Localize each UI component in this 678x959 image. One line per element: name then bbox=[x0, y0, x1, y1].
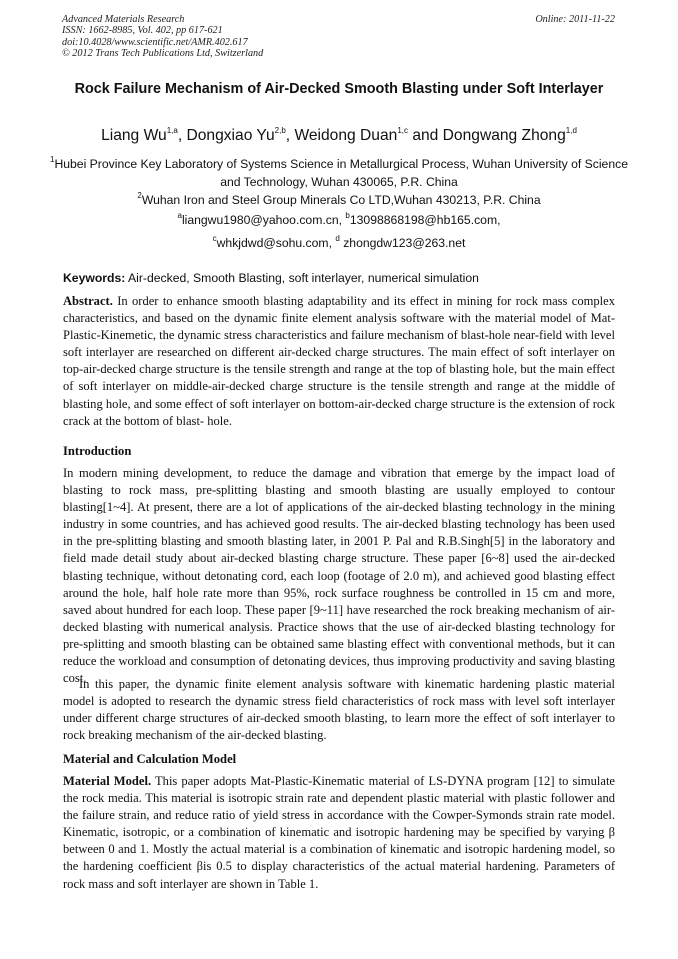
author-separator: and bbox=[407, 127, 443, 144]
author-sup: 1,d bbox=[565, 125, 577, 135]
author-separator: , bbox=[285, 127, 295, 144]
email-sup: b bbox=[345, 210, 350, 220]
affiliation-text: Hubei Province Key Laboratory of Systems Science in Metallurgical Process, Wuhan University of Science and Technology, Wuhan 430065, P.R. China bbox=[54, 157, 628, 189]
email-address[interactable]: zhongdw123@263.net bbox=[343, 236, 466, 250]
journal-doi: doi:10.4028/www.scientific.net/AMR.402.617 bbox=[62, 36, 248, 48]
author-separator: , bbox=[177, 127, 187, 144]
author-list bbox=[40, 126, 638, 146]
journal-header bbox=[62, 14, 263, 60]
email-address[interactable]: 13098868198@hb165.com bbox=[349, 213, 498, 227]
material-model-paragraph bbox=[63, 773, 615, 893]
author-name: Dongwang Zhong bbox=[442, 127, 566, 144]
email-sup: a bbox=[177, 210, 182, 220]
abstract bbox=[63, 293, 615, 430]
author-name: Weidong Duan bbox=[294, 127, 398, 144]
email-line-2: $^c$whkjdwd@sohu.com, $^d$ zhongdw123@263.net bbox=[212, 233, 466, 250]
journal-issn: ISSN: 1662-8985, Vol. 402, pp 617-621 bbox=[62, 25, 223, 37]
keywords-label: Keywords: bbox=[63, 271, 126, 285]
author-name: Dongxiao Yu bbox=[186, 127, 275, 144]
introduction-paragraph-2: In this paper, the dynamic finite element analysis software with kinematic hardening plastic material model is adopted to research the dynamic stress field characteristics of rock mass with level soft interlayer under different charge structures of air-decked smooth blasting, to learn more the effect of soft interlayer to rock breaking mechanism of the air-decked blasting. bbox=[63, 677, 615, 743]
keywords-text: Air-decked, Smooth Blasting, soft interlayer, numerical simulation bbox=[128, 271, 479, 285]
email-sup: d bbox=[335, 233, 340, 243]
affiliation-text: Wuhan Iron and Steel Group Minerals Co LTD,Wuhan 430213, P.R. China bbox=[141, 193, 541, 207]
author-sup: 1,c bbox=[397, 125, 408, 135]
abstract-label: Abstract. bbox=[63, 294, 113, 308]
online-date: Online: 2011-11-22 bbox=[535, 14, 615, 25]
keywords bbox=[63, 270, 615, 287]
affiliation-2 bbox=[50, 192, 628, 210]
affiliation-sup: 2 bbox=[137, 190, 142, 200]
journal-copyright: © 2012 Trans Tech Publications Ltd, Switzerland bbox=[62, 48, 264, 60]
journal-name: Advanced Materials Research bbox=[62, 14, 185, 25]
email-address[interactable]: liangwu1980@yahoo.com.cn bbox=[181, 213, 339, 227]
author-name: Liang Wu bbox=[101, 127, 167, 144]
affiliation-1 bbox=[50, 156, 628, 191]
affiliation-sup: 1 bbox=[50, 154, 55, 164]
section-heading-material: Material and Calculation Model bbox=[63, 752, 237, 766]
email-sup: c bbox=[212, 233, 217, 243]
material-model-label: Material Model. bbox=[63, 774, 152, 788]
abstract-text: In order to enhance smooth blasting adaptability and its effect in mining for rock mass complex characteristics, and based on the dynamic finite element analysis software with the material model of Mat-Plastic-Kinemetic, the dynamic stress characteristics and failure mechanism of blast-hole near-field with level soft interlayer are researched on different air-decked charge structures. The main effect of soft interlayer on top-air-decked charge structure is the tensile strength and range at the top of blasting hole, but the main effect of soft interlayer on middle-air-decked charge structure is the tensile strength and range at the middle of blasting hole, and some effect of soft interlayer on bottom-air-decked charge structure is the extension of rock crack at the bottom of blast- hole. bbox=[63, 294, 615, 428]
introduction-paragraph-1: In modern mining development, to reduce the damage and vibration that emerge by the impact load of blasting to rock mass, pre-splitting blasting and smooth blasting are usually employed to contour blasting[1~4]. At present, there are a lot of applications of the air-decked blasting technology in the mining industry in some countries, and has achieved good results. The air-decked blasting technology has been used in the pre-splitting blasting and smooth blasting later, in 2001 P. Pal and R.B.Singh[5] in the laboratory and field made detail study about air-decked blasting charge structure. These paper [6~8] used the air-decked blasting technique, without detonating cord, each loop (footage of 2.0 m), and achieved good blasting effect around the hole, half hole rate more than 95%, rock surface roughness be controlled in 15 cm and more, saved about hundred for each loop. These paper [9~11] have researched the rock breaking mechanism of air-decked blasting with numerical analysis. Practice shows that the use of air-decked blasting technology for pre-splitting and smooth blasting can be obtained same blasting effect with conventional methods, but it can reduce the workload and consumption of detonating devices, thus improving productivity and saving blasting cost. bbox=[63, 466, 615, 686]
section-heading-introduction: Introduction bbox=[63, 444, 132, 458]
email-line-1: $^a$liangwu1980@yahoo.com.cn, $^b$13098868198@hb165.com, bbox=[177, 210, 501, 227]
paper-title: Rock Failure Mechanism of Air-Decked Smooth Blasting under Soft Interlayer bbox=[74, 81, 604, 97]
email-address[interactable]: whkjdwd@sohu.com bbox=[216, 236, 329, 250]
author-sup: 1,a bbox=[166, 125, 178, 135]
author-sup: 2,b bbox=[274, 125, 286, 135]
material-model-text: This paper adopts Mat-Plastic-Kinematic material of LS-DYNA program [12] to simulate the rock media. This material is isotropic strain rate and dependent plastic material with plastic follower and the failure strain, and reduce ratio of yield stress in accordance with the Cowper-Symonds strain rate model. Kinematic, isotropic, or a combination of kinematic and isotropic hardening may be specified by varying β between 0 and 1. Mostly the actual material is a combination of kinematic and isotropic hardening model, so the hardening coefficient βis 0.5 to display characteristics of the actual material hardening. Parameters of rock mass and soft interlayer are shown in Table 1. bbox=[63, 774, 615, 891]
